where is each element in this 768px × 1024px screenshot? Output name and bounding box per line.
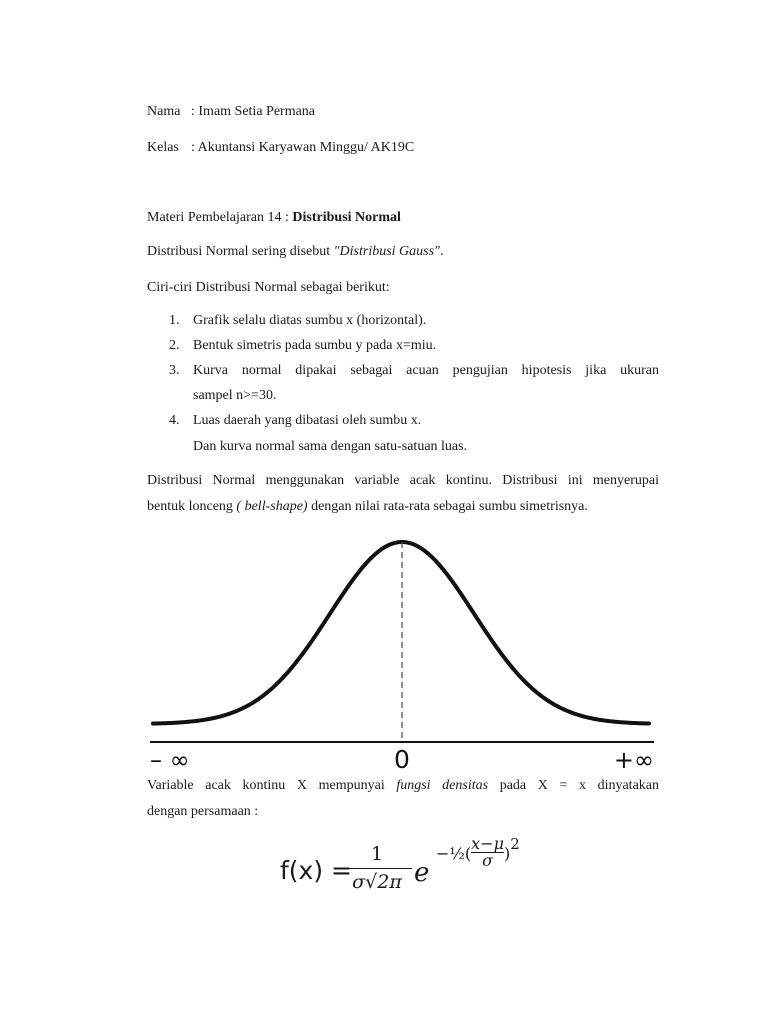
formula-exponent <box>436 834 520 871</box>
x-label-pos-infinity: +∞ <box>613 746 654 774</box>
normal-pdf-formula <box>280 834 570 908</box>
list-number: 3. <box>169 363 180 378</box>
exponent-denominator: σ <box>482 851 494 870</box>
x-label-neg-infinity: – ∞ <box>150 746 190 774</box>
formula-base-e: e <box>414 858 430 888</box>
paragraph-line: Distribusi Normal menggunakan variable acak kontinu. Distribusi ini menyerupai <box>147 473 659 488</box>
list-number: 4. <box>169 413 180 428</box>
materi-title: Distribusi Normal <box>292 210 401 225</box>
fungsi-densitas-italic: fungsi densitas <box>396 778 489 793</box>
x-label-zero: 0 <box>394 745 410 774</box>
paragraph-density <box>147 773 659 825</box>
list-text: Bentuk simetris pada sumbu y pada x=miu. <box>193 338 437 353</box>
exponent-numerator: x−μ <box>471 834 504 853</box>
exponent-power: 2 <box>510 835 520 853</box>
intro-text: Distribusi Normal sering disebut <box>147 244 334 259</box>
bell-shape-italic: ( bell-shape) <box>236 499 308 514</box>
nama-label: Nama <box>147 104 181 119</box>
nama-value: : Imam Setia Permana <box>191 104 316 119</box>
list-text: Kurva normal dipakai sebagai acuan pengujian hipotesis jika ukuran <box>193 363 659 378</box>
formula-denominator: σ√2π <box>352 871 402 893</box>
text-run: pada X = x dinyatakan <box>488 778 659 793</box>
kelas-value: : Akuntansi Karyawan Minggu/ AK19C <box>191 140 415 155</box>
exponent-fraction <box>471 836 504 869</box>
exponent-suffix: ) <box>503 844 511 863</box>
list-number: 2. <box>169 338 180 353</box>
materi-prefix: Materi Pembelajaran 14 : <box>147 210 293 225</box>
kelas-label: Kelas <box>147 140 179 155</box>
list-number: 1. <box>169 313 180 328</box>
list-text: Luas daerah yang dibatasi oleh sumbu x. <box>193 413 422 428</box>
text-run: dengan nilai rata-rata sebagai sumbu simetrisnya. <box>307 499 588 514</box>
formula-fraction <box>342 842 412 895</box>
text-run: bentuk lonceng <box>147 499 237 514</box>
formula-numerator: 1 <box>370 843 384 865</box>
intro-end: . <box>439 244 444 259</box>
ciri-heading: Ciri-ciri Distribusi Normal sebagai berikut: <box>147 280 390 295</box>
paragraph-line <box>147 773 659 799</box>
paragraph-line: dengan persamaan : <box>147 804 259 819</box>
formula-lhs: f(x) = <box>280 856 352 885</box>
list-text: sampel n>=30. <box>193 388 277 403</box>
intro-italic: "Distribusi Gauss" <box>333 244 440 259</box>
bell-curve <box>153 542 649 724</box>
exponent-prefix: −½( <box>436 844 472 863</box>
list-text: Dan kurva normal sama dengan satu-satuan luas. <box>193 439 468 454</box>
list-text: Grafik selalu diatas sumbu x (horizontal). <box>193 313 427 328</box>
text-run: Variable acak kontinu X mempunyai <box>147 778 397 793</box>
